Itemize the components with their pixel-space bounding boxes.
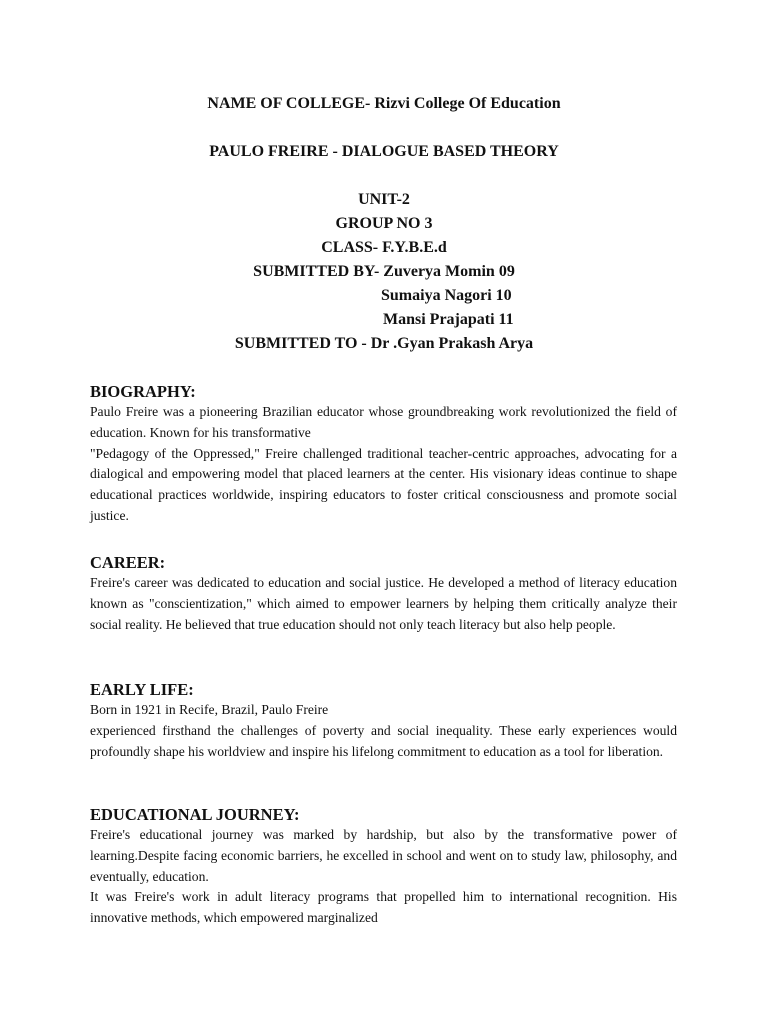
paragraph: Born in 1921 in Recife, Brazil, Paulo Freire: [90, 702, 329, 717]
paragraph: experienced firsthand the challenges of poverty and social inequality. These early experiences would profoundly shape his worldview and inspire his lifelong commitment to education as a tool for liberation.: [90, 722, 677, 759]
paragraph: "Pedagogy of the Oppressed," Freire challenged traditional teacher-centric approaches, advocating for a dialogical and empowering model that placed learners at the center. His visionary ideas continue to shape educational practices worldwide, inspiring educators to foster critical consciousness and promote social justice.: [90, 445, 677, 523]
paragraph: Freire's career was dedicated to education and social justice. He developed a method of literacy education known as "conscientization," which aimed to empower learners by helping them critically analyze their social reality. He believed that true education should not only teach literacy but also help people.: [90, 575, 677, 632]
group-member: Sumaiya Nagori 10: [381, 287, 512, 304]
section-heading: CAREER:: [90, 553, 166, 572]
submitted-to: SUBMITTED TO - Dr .Gyan Prakash Arya: [234, 335, 534, 352]
biography-section: [90, 382, 677, 527]
group-member: Mansi Prajapati 11: [383, 311, 514, 328]
group-label: GROUP NO 3: [335, 215, 433, 232]
paragraph: It was Freire's work in adult literacy programs that propelled him to international recognition. His innovative methods, which empowered marginalized: [90, 889, 677, 926]
paragraph: Freire's educational journey was marked by hardship, but also by the transformative power of learning.Despite facing economic barriers, he excelled in school and went on to study law, philosophy, and eventually, education.: [90, 827, 677, 884]
section-heading: EARLY LIFE:: [90, 680, 194, 699]
career-section: [90, 553, 677, 635]
college-name: NAME OF COLLEGE- Rizvi College Of Education: [207, 95, 561, 112]
section-heading: EDUCATIONAL JOURNEY:: [90, 805, 300, 824]
educational-journey-section: [90, 805, 677, 929]
unit-label: UNIT-2: [358, 191, 410, 208]
submitted-by: SUBMITTED BY- Zuverya Momin 09: [253, 263, 515, 280]
document-title: PAULO FREIRE - DIALOGUE BASED THEORY: [209, 143, 559, 160]
class-label: CLASS- F.Y.B.E.d: [321, 239, 447, 256]
early-life-section: [90, 680, 677, 762]
paragraph: Paulo Freire was a pioneering Brazilian educator whose groundbreaking work revolutionized the field of education. Known for his transformative: [90, 404, 677, 440]
section-heading: BIOGRAPHY:: [90, 382, 196, 401]
